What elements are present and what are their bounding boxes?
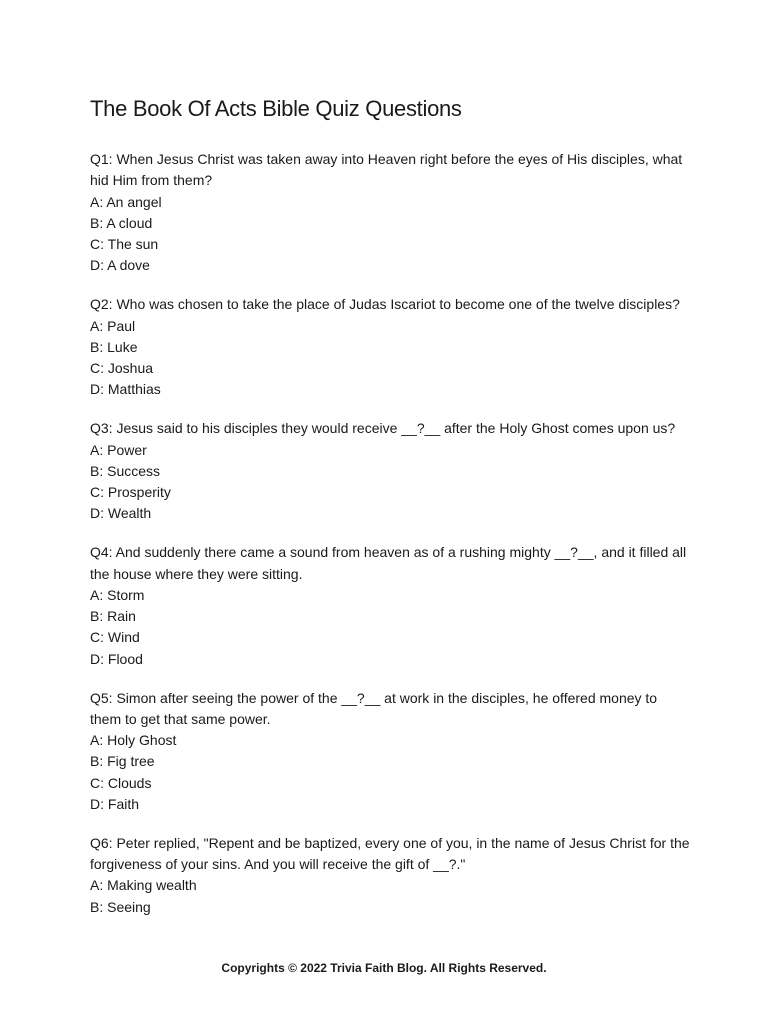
- answer-option: D: Flood: [90, 650, 143, 667]
- question-text: Q3: Jesus said to his disciples they would receive __?__ after the Holy Ghost comes upon us?: [90, 420, 676, 437]
- question-3: [90, 418, 690, 524]
- answer-option: A: Paul: [90, 317, 136, 334]
- answer-option: A: Making wealth: [90, 877, 197, 894]
- question-6: [90, 833, 690, 918]
- answer-option: D: Wealth: [90, 505, 152, 522]
- question-1: [90, 149, 690, 277]
- question-text: Q5: Simon after seeing the power of the __?__ at work in the disciples, he offered money to them to get that same power.: [90, 689, 658, 727]
- document-page: [90, 95, 690, 936]
- answer-option: B: A cloud: [90, 214, 153, 231]
- question-4: [90, 542, 690, 670]
- answer-option: B: Fig tree: [90, 753, 155, 770]
- answer-option: A: Holy Ghost: [90, 732, 177, 749]
- question-text: Q1: When Jesus Christ was taken away into Heaven right before the eyes of His disciples, what hid Him from them?: [90, 151, 683, 189]
- copyright-footer: Copyrights © 2022 Trivia Faith Blog. All Rights Reserved.: [221, 961, 547, 975]
- answer-option: B: Luke: [90, 338, 138, 355]
- answer-option: A: Power: [90, 441, 147, 458]
- answer-option: D: Faith: [90, 796, 140, 813]
- answer-option: D: Matthias: [90, 381, 161, 398]
- answer-option: A: Storm: [90, 586, 145, 603]
- question-text: Q6: Peter replied, "Repent and be baptized, every one of you, in the name of Jesus Christ for the forgiveness of your sins. And you will receive the gift of __?.": [90, 834, 690, 873]
- answer-option: C: Wind: [90, 629, 140, 646]
- answer-option: C: Joshua: [90, 360, 154, 377]
- question-2: [90, 294, 690, 400]
- question-5: [90, 688, 690, 816]
- question-text: Q4: And suddenly there came a sound from heaven as of a rushing mighty __?__, and it filled all the house where they were sitting.: [90, 544, 687, 582]
- page-title: The Book Of Acts Bible Quiz Questions: [90, 96, 462, 121]
- answer-option: C: The sun: [90, 236, 159, 253]
- answer-option: A: An angel: [90, 193, 162, 210]
- answer-option: D: A dove: [90, 257, 150, 274]
- answer-option: B: Success: [90, 462, 161, 479]
- answer-option: C: Prosperity: [90, 484, 171, 501]
- question-text: Q2: Who was chosen to take the place of Judas Iscariot to become one of the twelve disciples?: [90, 296, 680, 313]
- answer-option: B: Seeing: [90, 898, 151, 915]
- answer-option: B: Rain: [90, 608, 136, 625]
- answer-option: C: Clouds: [90, 774, 152, 791]
